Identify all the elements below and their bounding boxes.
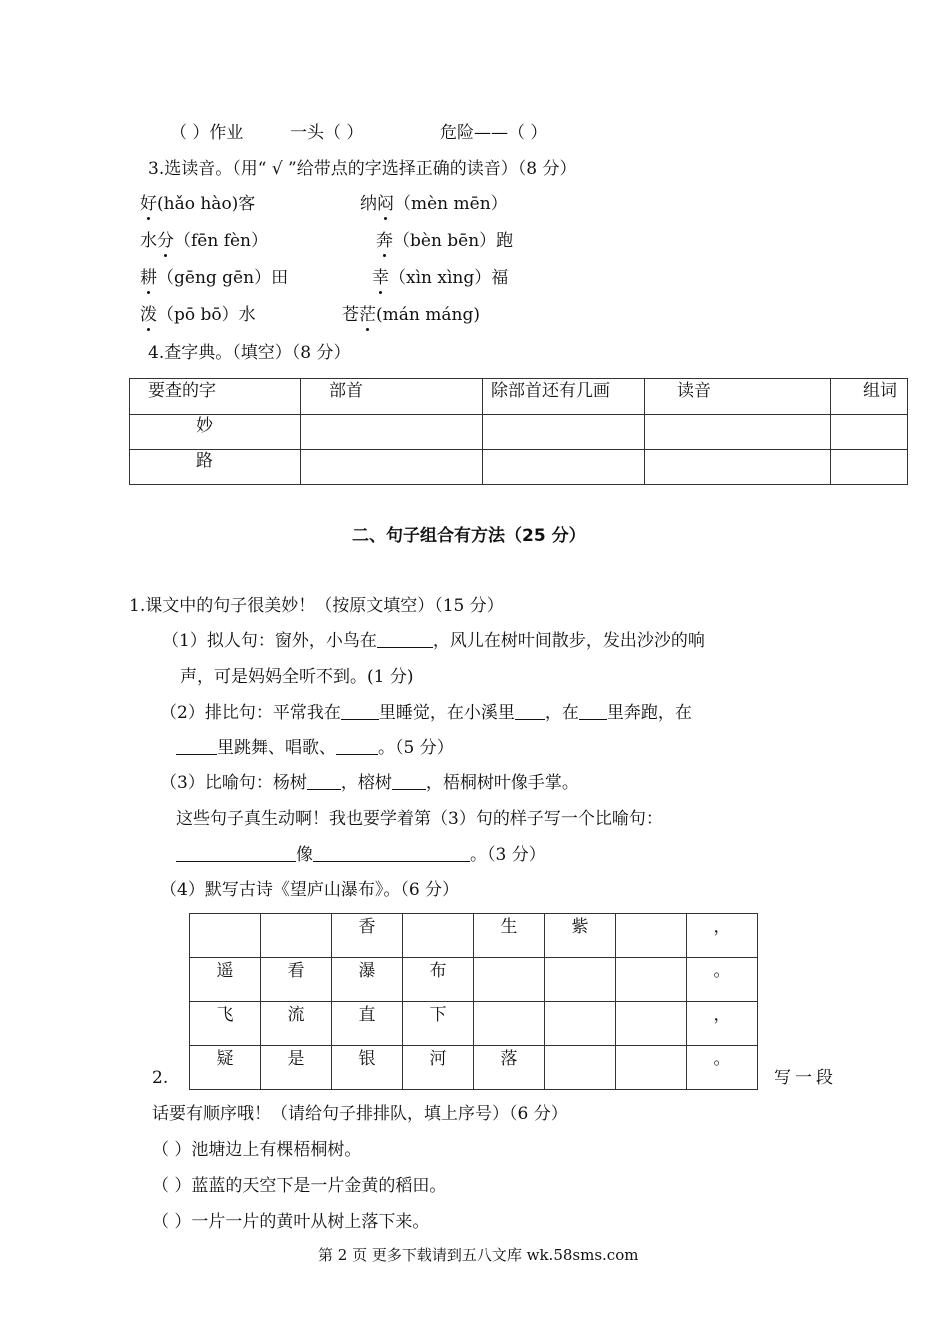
poem-cell[interactable]: 看 [261,958,332,1002]
fill-blank[interactable] [307,771,341,790]
dotted-char: 分 [157,231,174,251]
poem-cell[interactable]: 直 [332,1002,403,1046]
poem-cell[interactable] [474,1002,545,1046]
poem-cell[interactable] [190,914,261,958]
pinyin-row-1-right: 纳闷（mèn mēn） [360,194,508,214]
poem-cell[interactable]: 河 [403,1046,474,1090]
cell-radical[interactable] [301,450,483,485]
blank-item-zuoye: （ ）作业 [170,123,244,143]
header-reading: 读音 [645,379,831,415]
q4-title: 4.查字典。（填空）（8 分） [148,343,351,363]
dotted-char: 幸 [372,268,389,288]
poem-cell[interactable]: 下 [403,1002,474,1046]
pinyin-row-4-right: 苍茫(mán máng) [342,305,480,325]
dotted-char: 泼 [140,305,157,325]
poem-cell[interactable]: ， [687,1002,758,1046]
poem-row [190,958,758,1002]
simile-instruction: 这些句子真生动啊！我也要学着第（3）句的样子写一个比喻句： [176,809,663,829]
pinyin-row-2-left: 水分（fēn fèn） [140,231,269,251]
poem-cell[interactable] [616,1046,687,1090]
fill-blank[interactable] [176,736,217,755]
sentence-simile: （3）比喻句：杨树 ，榕树 ，梧桐树叶像手掌。 [160,773,579,793]
poem-cell[interactable]: 落 [474,1046,545,1090]
poem-cell[interactable] [616,958,687,1002]
poem-cell[interactable]: 遥 [190,958,261,1002]
poem-cell[interactable]: 生 [474,914,545,958]
header-strokes: 除部首还有几画 [483,379,645,415]
cell-words[interactable] [831,450,908,485]
q1-title: 1.课文中的句子很美妙！（按原文填空）（15 分） [129,596,504,616]
pinyin-row-2-right: 奔（bèn bēn）跑 [376,231,514,251]
pinyin-row-1-left: 好(hǎo hào)客 [140,194,256,214]
fill-blank[interactable] [515,701,545,720]
header-char: 要查的字 [130,379,301,415]
pinyin-row-3-right: 幸（xìn xìng）福 [372,268,509,288]
section-title: 二、句子组合有方法（25 分） [352,526,586,546]
q3-title: 3.选读音。（用“ √ ”给带点的字选择正确的读音）（8 分） [148,159,577,179]
dotted-char: 耕 [140,268,157,288]
fill-blank[interactable] [176,843,296,862]
dictionary-table [129,378,908,485]
blank-item-yitou: 一头（ ） [290,123,364,143]
order-item: （ ）池塘边上有棵梧桐树。 [152,1140,362,1160]
dotted-char: 好 [140,194,157,214]
cell-char: 路 [130,450,301,485]
cell-char: 妙 [130,415,301,450]
dotted-char: 闷 [377,194,394,214]
cell-words[interactable] [831,415,908,450]
poem-cell[interactable] [545,1046,616,1090]
page-footer: 第 2 页 更多下载请到五八文库 wk.58sms.com [318,1246,639,1264]
q2-title: 话要有顺序哦！（请给句子排排队，填上序号）（6 分） [152,1104,568,1124]
table-row [130,450,908,485]
poem-cell[interactable] [616,914,687,958]
fill-blank[interactable] [313,843,470,862]
poem-cell[interactable]: 是 [261,1046,332,1090]
poem-cell[interactable]: 飞 [190,1002,261,1046]
poem-row [190,914,758,958]
cell-strokes[interactable] [483,450,645,485]
sentence-personification-cont: 声，可是妈妈全听不到。(1 分) [180,667,414,687]
fill-blank[interactable] [341,701,379,720]
table-row [130,415,908,450]
fill-blank[interactable] [377,629,433,648]
cell-reading[interactable] [645,450,831,485]
fill-blank[interactable] [336,736,378,755]
poem-cell[interactable] [545,958,616,1002]
blank-item-weixian: 危险——（ ） [440,123,548,143]
q2-number: 2. [152,1068,169,1088]
pinyin-row-3-left: 耕（gēng gēn）田 [140,268,289,288]
fill-blank[interactable] [392,771,426,790]
poem-cell[interactable]: 银 [332,1046,403,1090]
poem-cell[interactable]: 香 [332,914,403,958]
sentence-personification: （1）拟人句：窗外，小鸟在 ，风儿在树叶间散步，发出沙沙的响 [162,631,705,651]
dotted-char: 茫 [359,305,376,325]
cell-strokes[interactable] [483,415,645,450]
header-radical: 部首 [301,379,483,415]
poem-cell[interactable] [474,958,545,1002]
poem-cell[interactable]: 流 [261,1002,332,1046]
cell-radical[interactable] [301,415,483,450]
fill-blank[interactable] [579,701,607,720]
q2-title-tail: 写一段 [774,1068,837,1088]
order-item: （ ）一片一片的黄叶从树上落下来。 [152,1212,430,1232]
sentence-parallelism: （2）排比句：平常我在 里睡觉，在小溪里 ，在 里奔跑，在 [160,703,692,723]
poem-row [190,1002,758,1046]
cell-reading[interactable] [645,415,831,450]
poem-cell[interactable] [616,1002,687,1046]
order-item: （ ）蓝蓝的天空下是一片金黄的稻田。 [152,1176,447,1196]
poem-cell[interactable]: 布 [403,958,474,1002]
poem-cell[interactable]: 。 [687,1046,758,1090]
poem-cell[interactable] [261,914,332,958]
poem-cell[interactable] [403,914,474,958]
sentence-parallelism-cont: 里跳舞、唱歌、 。（5 分） [176,736,454,760]
header-words: 组词 [831,379,908,415]
poem-cell[interactable]: 紫 [545,914,616,958]
poem-row [190,1046,758,1090]
poem-instruction: （4）默写古诗《望庐山瀑布》。（6 分） [160,880,460,900]
poem-cell[interactable]: 疑 [190,1046,261,1090]
pinyin-row-4-left: 泼（pō bō）水 [140,305,256,325]
simile-write-line: 像 。（3 分） [176,843,546,867]
table-header-row [130,379,908,415]
poem-cell[interactable]: 瀑 [332,958,403,1002]
poem-cell[interactable] [545,1002,616,1046]
poem-grid [189,913,758,1090]
poem-cell[interactable]: ， [687,914,758,958]
dotted-char: 奔 [376,231,393,251]
poem-cell[interactable]: 。 [687,958,758,1002]
